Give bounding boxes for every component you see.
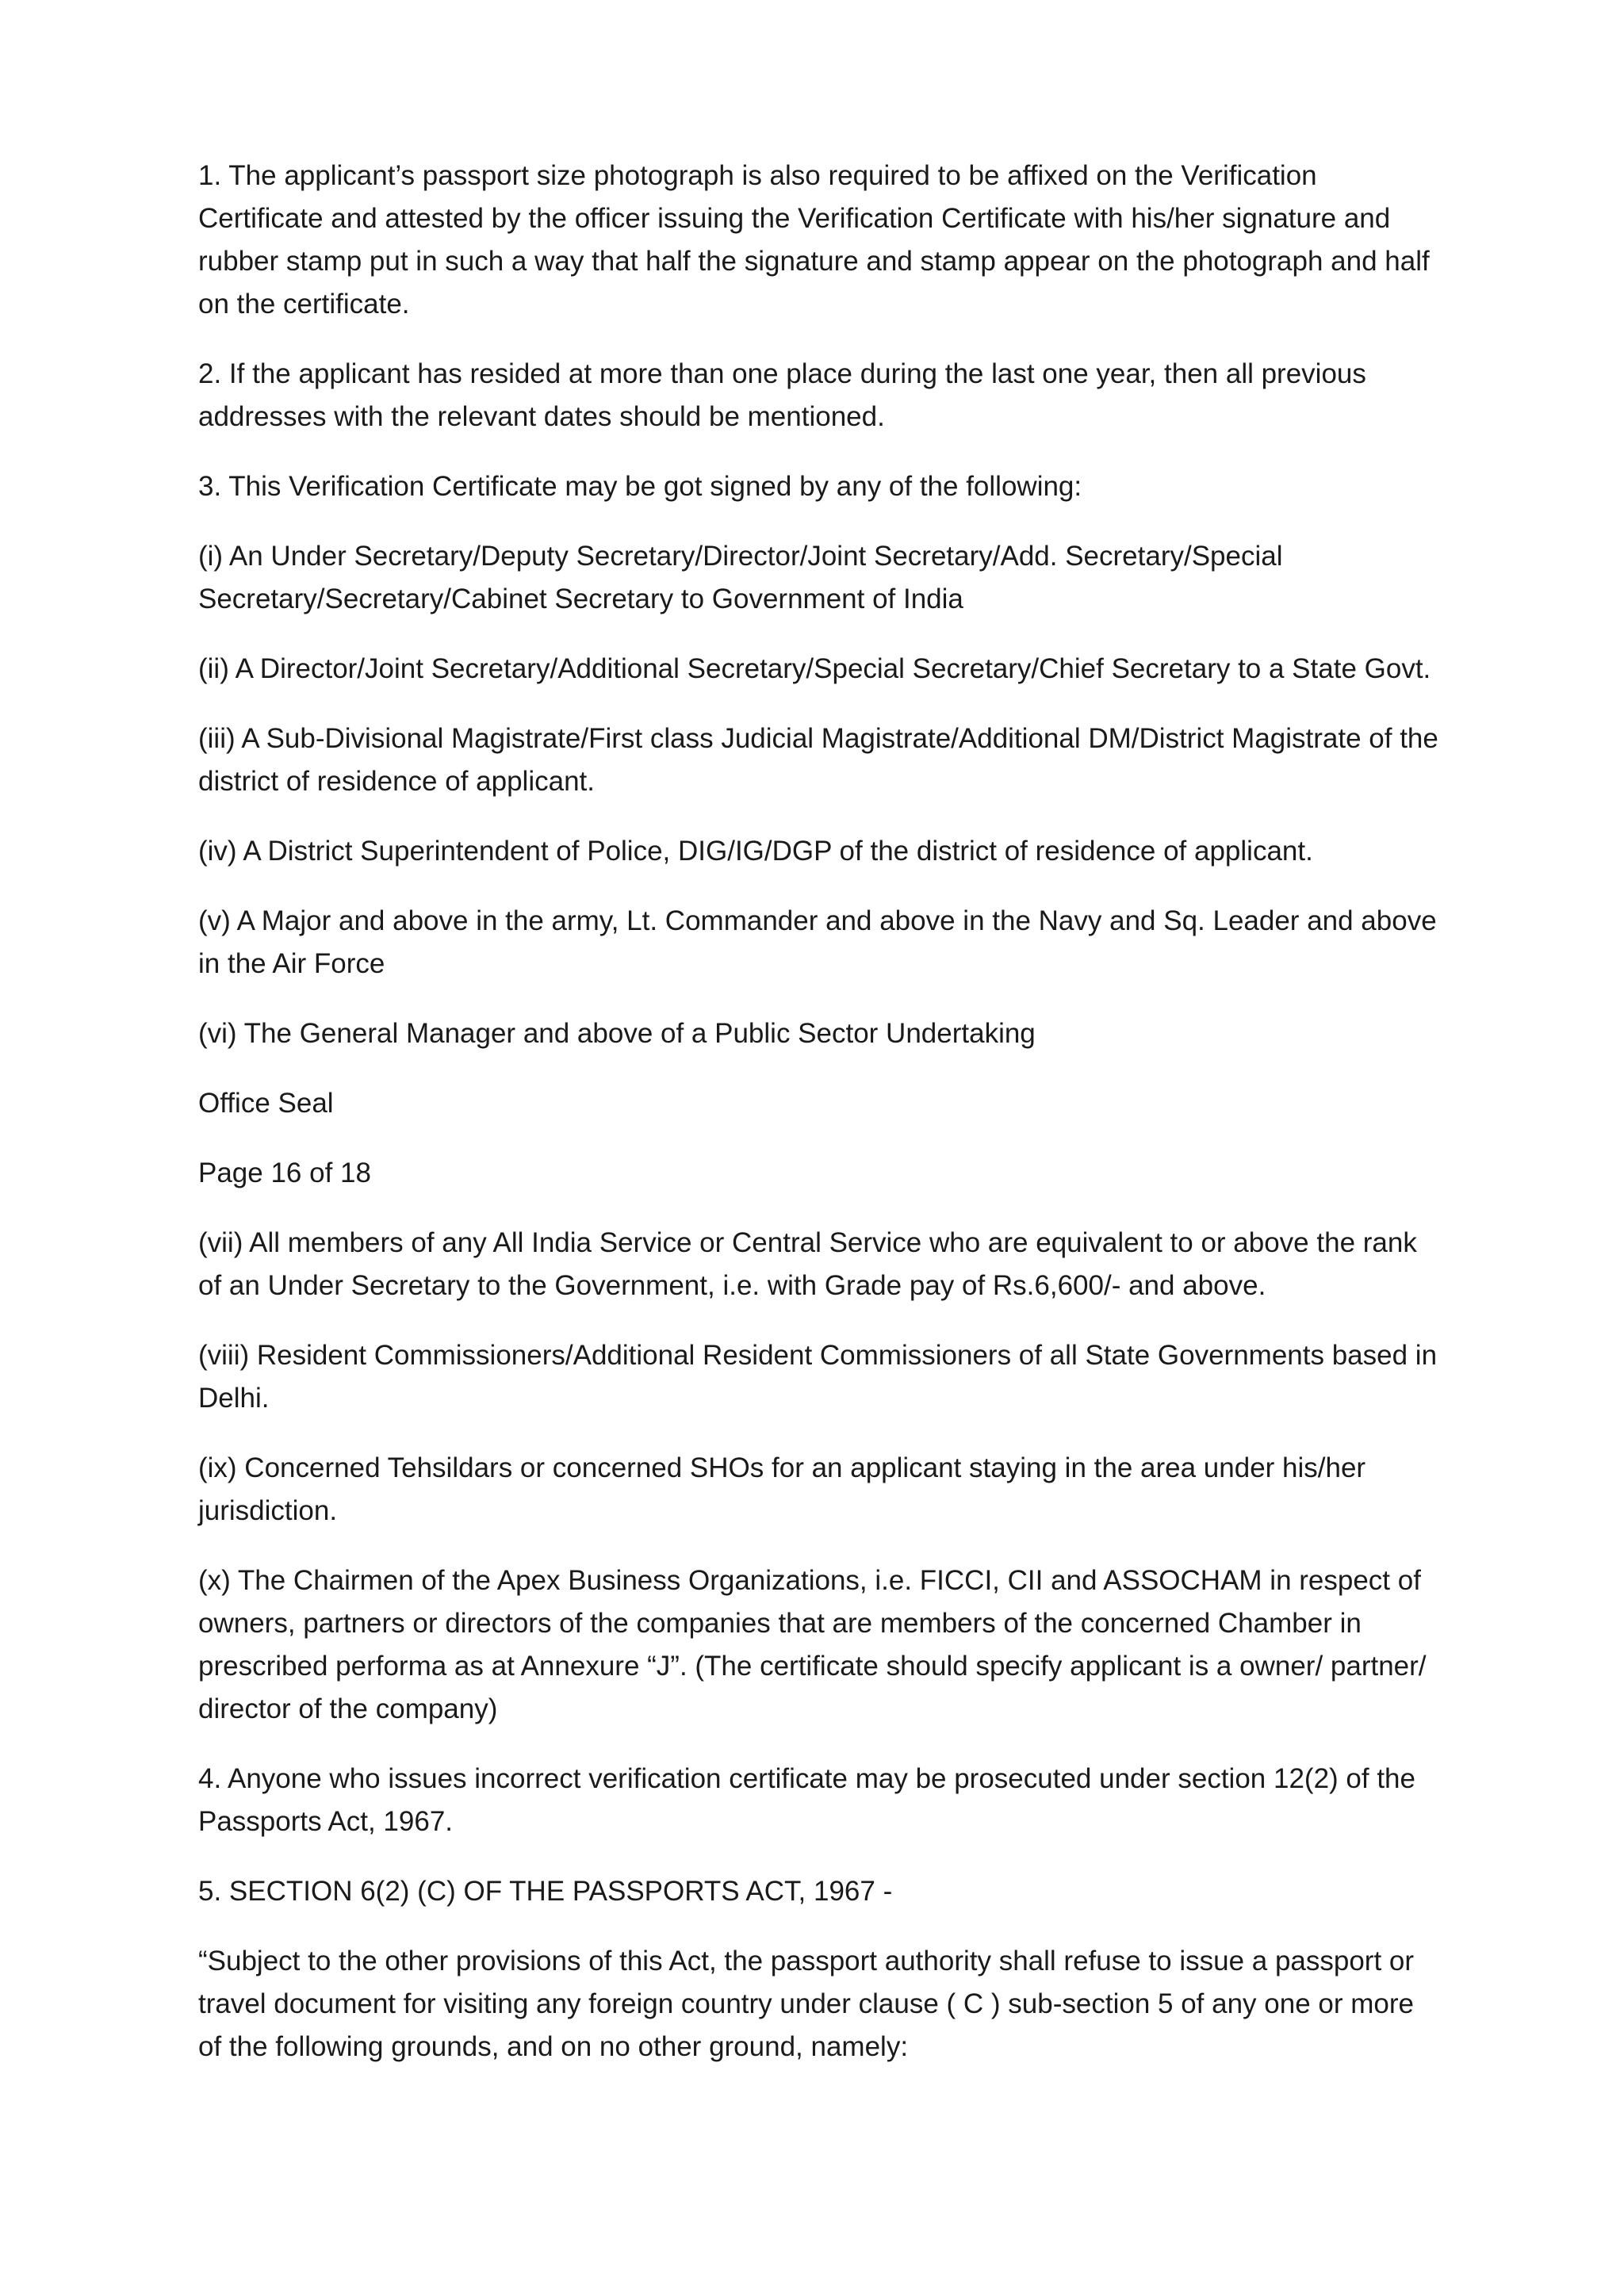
- note-3-signatories-intro: 3. This Verification Certificate may be got signed by any of the following:: [198, 471, 1082, 502]
- signatory-x: (x) The Chairmen of the Apex Business Organizations, i.e. FICCI, CII and ASSOCHAM in respect of owners, partners or directors of the companies that are members of the concerned Chamber in prescribed performa as at Annexure “J”. (The certificate should specify applicant is a owner/ partner/ director of the company): [198, 1565, 1427, 1724]
- signatory-vi: (vi) The General Manager and above of a Public Sector Undertaking: [198, 1018, 1036, 1049]
- section-quote: “Subject to the other provisions of this Act, the passport authority shall refuse to issue a passport or travel document for visiting any foreign country under clause ( C ) sub-section 5 of any one or more of the following grounds, and on no other ground, namely:: [198, 1946, 1415, 2062]
- signatory-iii: (iii) A Sub-Divisional Magistrate/First class Judicial Magistrate/Additional DM/District Magistrate of the district of residence of applicant.: [198, 723, 1438, 797]
- signatory-v: (v) A Major and above in the army, Lt. Commander and above in the Navy and Sq. Leader and above in the Air Force: [198, 905, 1437, 979]
- note-5-section-heading: 5. SECTION 6(2) (C) OF THE PASSPORTS ACT, 1967 -: [198, 1876, 893, 1907]
- signatory-vii: (vii) All members of any All India Service or Central Service who are equivalent to or above the rank of an Under Secretary to the Government, i.e. with Grade pay of Rs.6,600/- and above.: [198, 1227, 1417, 1301]
- document-page: [198, 155, 1443, 2095]
- page-number: Page 16 of 18: [198, 1158, 371, 1188]
- signatory-iv: (iv) A District Superintendent of Police, DIG/IG/DGP of the district of residence of applicant.: [198, 836, 1313, 867]
- signatory-ix: (ix) Concerned Tehsildars or concerned SHOs for an applicant staying in the area under his/her jurisdiction.: [198, 1452, 1366, 1526]
- signatory-ii: (ii) A Director/Joint Secretary/Additional Secretary/Special Secretary/Chief Secretary to a State Govt.: [198, 653, 1431, 684]
- signatory-viii: (viii) Resident Commissioners/Additional Resident Commissioners of all State Governments based in Delhi.: [198, 1340, 1438, 1414]
- signatory-i: (i) An Under Secretary/Deputy Secretary/Director/Joint Secretary/Add. Secretary/Special Secretary/Secretary/Cabinet Secretary to Government of India: [198, 541, 1283, 614]
- office-seal-label: Office Seal: [198, 1088, 334, 1119]
- note-4-prosecution: 4. Anyone who issues incorrect verification certificate may be prosecuted under section 12(2) of the Passports Act, 1967.: [198, 1763, 1415, 1837]
- note-1-photograph: 1. The applicant’s passport size photograph is also required to be affixed on the Verification Certificate and attested by the officer issuing the Verification Certificate with his/her signature and rubber stamp put in such a way that half the signature and stamp appear on the photograph and half on the certificate.: [198, 160, 1430, 320]
- note-2-previous-addresses: 2. If the applicant has resided at more than one place during the last one year, then all previous addresses with the relevant dates should be mentioned.: [198, 358, 1366, 432]
